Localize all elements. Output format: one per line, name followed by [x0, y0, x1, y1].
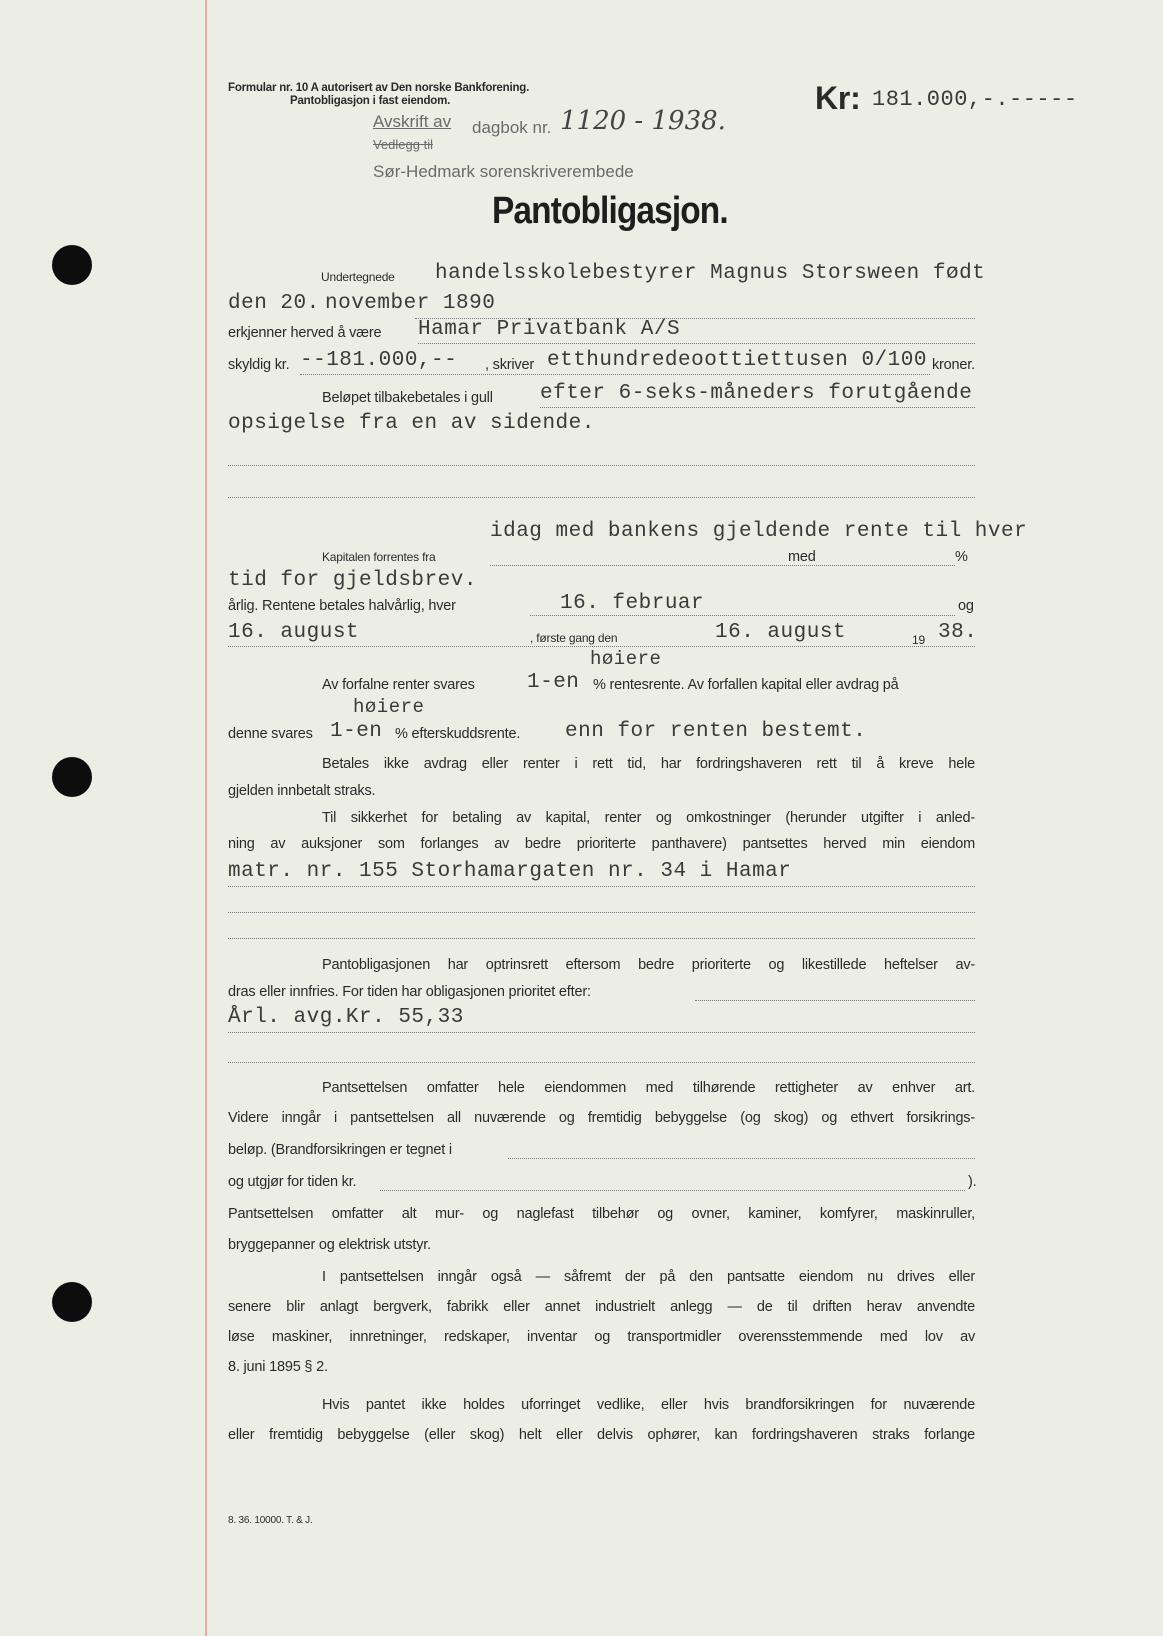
para-6: bryggepanner og elektrisk utstyr. — [228, 1237, 431, 1253]
dagbok-number: 1120 - 1938. — [560, 106, 726, 136]
para-4-end: ). — [968, 1174, 977, 1190]
late-rate-terms: enn for renten bestemt. — [565, 720, 867, 743]
late-rate-2: 1-en — [330, 720, 383, 743]
margin-line — [205, 0, 207, 1636]
para-12: eller fremtidig bebyggelse (eller skog) helt eller delvis ophører, kan fordringshaveren straks forlange — [228, 1427, 975, 1443]
para-betales-2: gjelden innbetalt straks. — [228, 783, 376, 799]
punch-hole — [52, 1282, 92, 1322]
den: den 20. — [228, 292, 320, 315]
prior-claims: Årl. avg.Kr. 55,33 — [228, 1006, 464, 1029]
creditor: Hamar Privatbank A/S — [418, 318, 681, 341]
para-prior-1: Pantobligasjonen har optrinsrett eftersom bedre prioriterte og likestillede heftelser av- — [322, 957, 975, 973]
label-og: og — [958, 598, 974, 614]
birthdate: november 1890 — [325, 292, 496, 315]
property-description: matr. nr. 155 Storhamargaten nr. 34 i Hamar — [228, 860, 792, 883]
hoiere-2: høiere — [353, 696, 425, 718]
para-4: og utgjør for tiden kr. — [228, 1174, 357, 1190]
rate-terms-line2: tid for gjeldsbrev. — [228, 569, 477, 592]
para-sikkerhet-1: Til sikkerhet for betaling av kapital, renter og omkostninger (herunder utgifter i anled- — [322, 810, 975, 826]
para-7: I pantsettelsen inngår også — såfremt der på den pantsatte eiendom nu drives eller — [322, 1269, 975, 1285]
hoiere-1: høiere — [590, 648, 662, 670]
para-prior-2: dras eller innfries. For tiden har obligasjonen prioritet efter: — [228, 984, 591, 1000]
stamp-dagbok: dagbok nr. — [472, 118, 552, 137]
label-belopet: Beløpet tilbakebetales i gull — [322, 390, 493, 406]
label-erkjenner: erkjenner herved å være — [228, 325, 382, 341]
terms-line1: efter 6-seks-måneders forutgående — [540, 382, 973, 405]
stamp-avskrift: Avskrift av — [373, 112, 452, 131]
late-rate-1: 1-en — [527, 671, 580, 694]
form-type: Pantobligasjon i fast eiendom. — [290, 95, 451, 107]
para-8: senere blir anlagt bergverk, fabrikk eller annet industrielt anlegg — de til driften herav anvendte — [228, 1299, 975, 1315]
amount: --181.000,-- — [300, 349, 458, 372]
interest-date-2: 16. august — [228, 621, 360, 644]
debtor: handelsskolebestyrer Magnus Storsween født — [435, 262, 986, 285]
para-3: beløp. (Brandforsikringen er tegnet i — [228, 1142, 452, 1158]
punch-hole — [52, 245, 92, 285]
label-av-forfalne: Av forfalne renter svares — [322, 677, 475, 693]
print-footer: 8. 36. 10000. T. & J. — [228, 1515, 313, 1526]
amount-header: 181.000,-.----- — [872, 87, 1078, 112]
para-10: 8. juni 1895 § 2. — [228, 1359, 328, 1375]
amount-words: etthundredeoottiettusen 0/100 — [547, 349, 927, 372]
para-betales-1: Betales ikke avdrag eller renter i rett tid, har fordringshaveren rett til å kreve hele — [322, 756, 975, 772]
interest-date-1: 16. februar — [560, 592, 705, 615]
para-9: løse maskiner, innretninger, redskaper, inventar og transportmidler overensstemmende med lov av — [228, 1329, 975, 1345]
para-2: Videre inngår i pantsettelsen all nuværende og fremtidig bebyggelse (og skog) og ethvert forsikrings- — [228, 1110, 975, 1126]
para-sikkerhet-2: ning av auksjoner som forlanges av bedre prioriterte panthavere) pantsettes herved min eiendom — [228, 836, 975, 852]
stamp-vedlegg: Vedlegg til — [373, 137, 433, 152]
terms-line2: opsigelse fra en av sidende. — [228, 412, 595, 435]
label-rentesrente: % rentesrente. Av forfallen kapital eller avdrag på — [593, 677, 899, 693]
label-skyldig: skyldig kr. — [228, 357, 290, 373]
amount-prefix: Kr: — [815, 80, 861, 116]
label-forste: , første gang den — [530, 631, 618, 645]
label-kroner: kroner. — [932, 357, 975, 373]
year: 38. — [938, 621, 978, 644]
first-payment-date: 16. august — [715, 621, 847, 644]
label-kapitalen: Kapitalen forrentes fra — [322, 550, 436, 564]
punch-hole — [52, 757, 92, 797]
para-1: Pantsettelsen omfatter hele eiendommen med tilhørende rettigheter av enhver art. — [322, 1080, 975, 1096]
label-percent: % — [955, 549, 968, 565]
label-skriver: , skriver — [485, 357, 534, 373]
label-undertegnede: Undertegnede — [321, 270, 395, 284]
rate-terms-line1: idag med bankens gjeldende rente til hver — [490, 520, 1028, 543]
label-med: med — [788, 549, 816, 565]
label-19: 19 — [912, 633, 925, 647]
label-arlig: årlig. Rentene betales halvårlig, hver — [228, 598, 456, 614]
para-5: Pantsettelsen omfatter alt mur- og naglefast tilbehør og ovner, kaminer, komfyrer, maskinruller, — [228, 1206, 975, 1222]
para-11: Hvis pantet ikke holdes uforringet vedlike, eller hvis brandforsikringen for nuværende — [322, 1397, 975, 1413]
page-title: Pantobligasjon. — [492, 190, 728, 232]
label-denne: denne svares — [228, 726, 313, 742]
stamp-office: Sør-Hedmark sorenskriverembede — [373, 162, 634, 181]
form-number: Formular nr. 10 A autorisert av Den norske Bankforening. — [228, 82, 530, 94]
label-efterskudd: % efterskuddsrente. — [395, 726, 521, 742]
